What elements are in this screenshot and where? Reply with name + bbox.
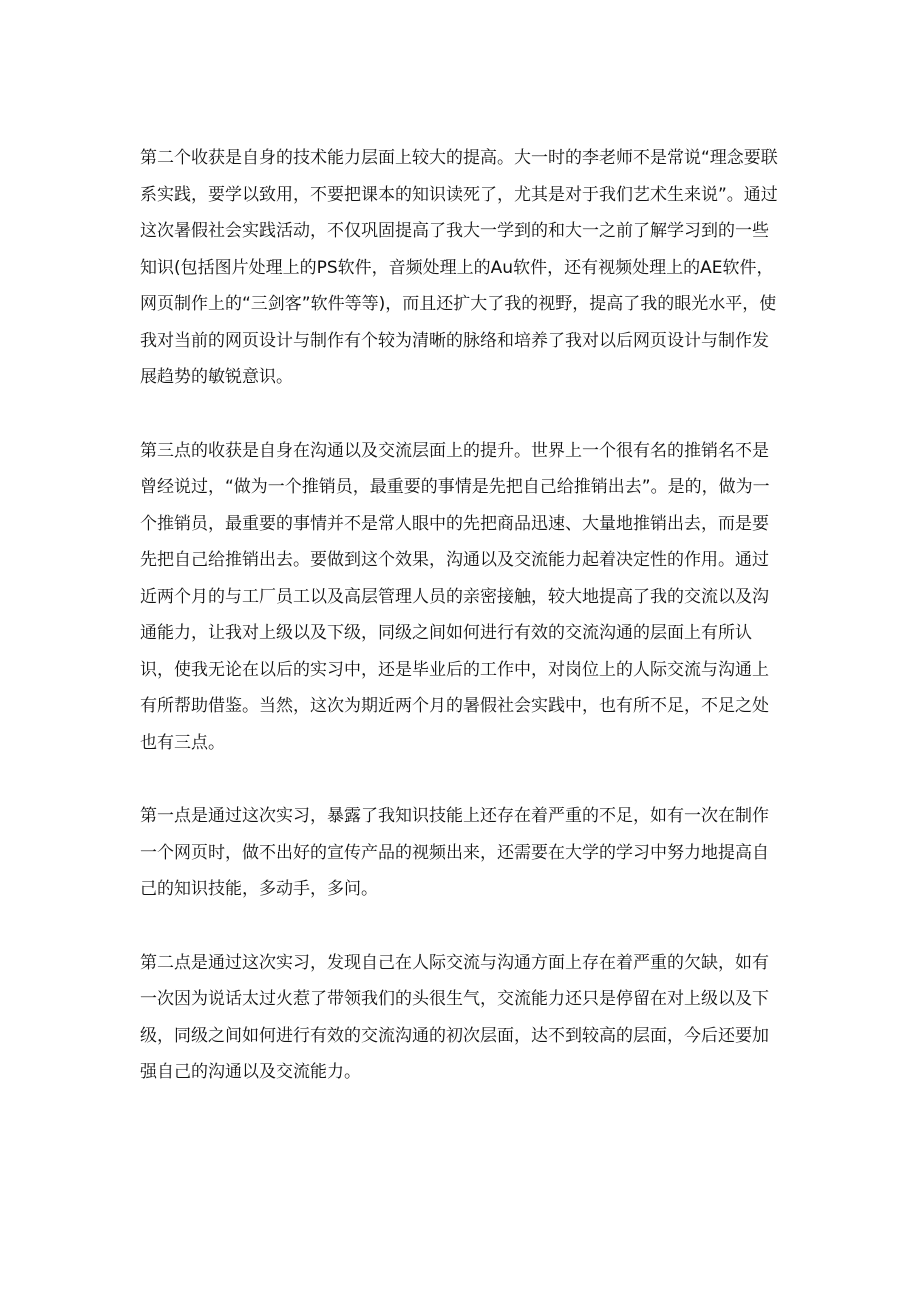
paragraph-second-gain: 第二个收获是自身的技术能力层面上较大的提高。大一时的李老师不是常说“理念要联系实践，要学以致用，不要把课本的知识读死了，尤其是对于我们艺术生来说”。通过这次暑假社会实践活动，不仅巩固提高了我大一学到的和大一之前了解学习到的一些知识(包括图片处理上的PS软件，音频处理上的Au软件，还有视频处理上的AE软件，网页制作上的“三剑客”软件等等)，而且还扩大了我的视野，提高了我的眼光水平，使我对当前的网页设计与制作有个较为清晰的脉络和培养了我对以后网页设计与制作发展趋势的敏锐意识。 [140,148,778,387]
paragraph-third-gain: 第三点的收获是自身在沟通以及交流层面上的提升。世界上一个很有名的推销名不是曾经说过，“做为一个推销员，最重要的事情是先把自己给推销出去”。是的，做为一个推销员，最重要的事情并不是常人眼中的先把商品迅速、大量地推销出去，而是要先把自己给推销出去。要做到这个效果，沟通以及交流能力起着决定性的作用。通过近两个月的与工厂员工以及高层管理人员的亲密接触，较大地提高了我的交流以及沟通能力，让我对上级以及下级，同级之间如何进行有效的交流沟通的层面上有所认识，使我无论在以后的实习中，还是毕业后的工作中，对岗位上的人际交流与沟通上有所帮助借鉴。当然，这次为期近两个月的暑假社会实践中，也有所不足，不足之处也有三点。 [140,440,770,753]
document-body [140,140,780,1091]
paragraph-first-shortcoming: 第一点是通过这次实习，暴露了我知识技能上还存在着严重的不足，如有一次在制作一个网页时，做不出好的宣传产品的视频出来，还需要在大学的学习中努力地提高自己的知识技能，多动手，多问。 [140,806,769,899]
paragraph-second-shortcoming: 第二点是通过这次实习，发现自己在人际交流与沟通方面上存在着严重的欠缺，如有一次因为说话太过火惹了带领我们的头很生气，交流能力还只是停留在对上级以及下级，同级之间如何进行有效的交流沟通的初次层面，达不到较高的层面，今后还要加强自己的沟通以及交流能力。 [140,952,769,1082]
